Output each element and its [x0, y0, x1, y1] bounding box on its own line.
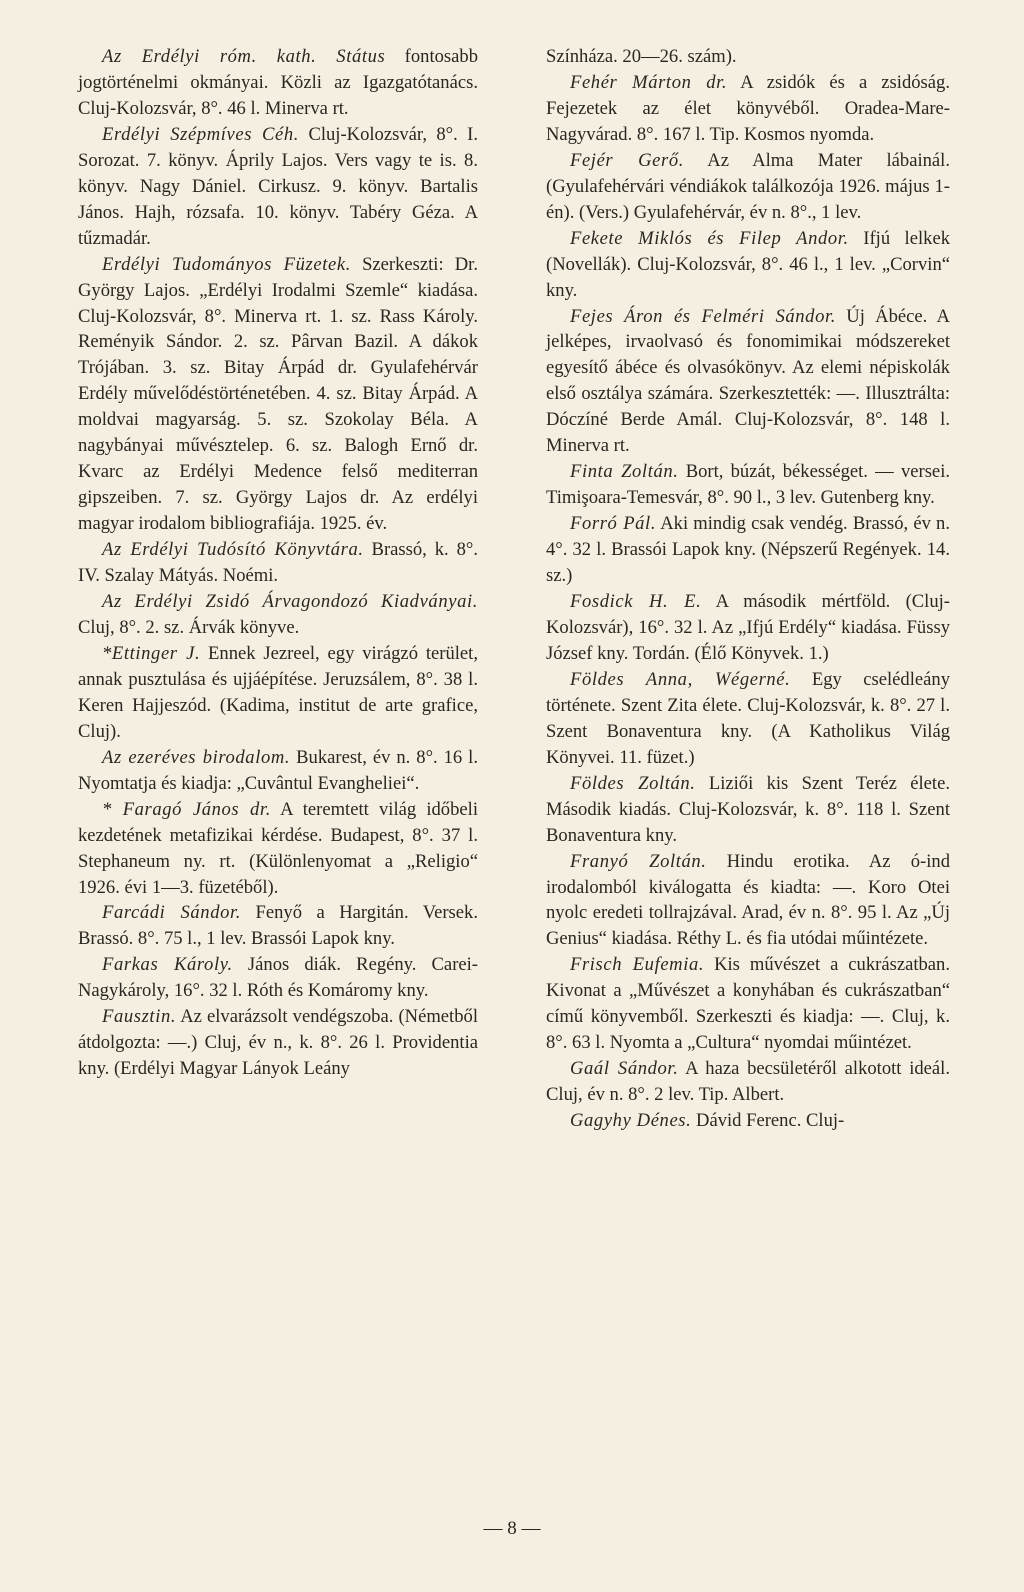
entry-text: Új Ábéce. A jelképes, irvaolvasó és fonomimikai módszereket egyesítő ábéce és olvasókönyv. Az elemi népiskolák első osztálya számára. Szerkesztették: —. Illusztrálta: Dóczíné Berde Amál. Cluj-Kolozsvár, 8°. 148 l. Minerva rt. [546, 305, 950, 457]
entry-text: Aki mindig csak vendég. Brassó, év n. 4°. 32 l. Brassói Lapok kny. (Népszerű Regények. 14. sz.) [546, 513, 950, 587]
bibliography-entry [78, 537, 478, 589]
bibliography-entry [546, 667, 950, 771]
entry-author: Az Erdélyi Tudósító Könyvtára. [102, 539, 364, 561]
bibliography-entry [546, 459, 950, 511]
bibliography-entry [546, 849, 950, 953]
bibliography-entry [78, 252, 478, 537]
bibliography-entry [78, 900, 478, 952]
entry-text: Cluj-Kolozsvár, 8°. I. Sorozat. 7. könyv. Áprily Lajos. Vers vagy te is. 8. könyv. Nagy Dániel. Cirkusz. 9. könyv. Bartalis János. Hajh, rózsafa. 10. könyv. Tabéry Géza. A tűzmadár. [78, 123, 478, 249]
page-number: — 8 — [483, 1518, 541, 1539]
entry-text: János diák. Regény. Carei-Nagykároly, 16°. 32 l. Róth és Komáromy kny. [78, 954, 478, 1002]
bibliography-entry [546, 511, 950, 589]
bibliography-entry [546, 44, 950, 70]
bibliography-entry [78, 952, 478, 1004]
bibliography-entry [546, 589, 950, 667]
entry-author: Frisch Eufemia. [570, 954, 705, 976]
bibliography-entry [78, 641, 478, 745]
entry-author: Farcádi Sándor. [102, 902, 242, 924]
left-column [78, 44, 478, 1082]
entry-author: Gagyhy Dénes. [570, 1110, 692, 1132]
entry-text: Liziői kis Szent Teréz élete. Második kiadás. Cluj-Kolozsvár, k. 8°. 118 l. Szent Bonaventura kny. [546, 772, 950, 846]
entry-text: Ennek Jezreel, egy virágzó terület, annak pusztulása és ujjáépítése. Jeruzsálem, 8°. 38 l. Keren Hajjeszód. (Kadima, institut de arte grafice, Cluj). [78, 642, 478, 742]
entry-text: Kis művészet a cukrászatban. Kivonat a „Művészet a konyhában és cukrászatban“ című könyvemből. Szerkeszti és kiadja: —. Cluj, k. 8°. 63 l. Nyomta a „Cultura“ nyomdai műintézet. [546, 954, 950, 1054]
right-column [546, 44, 950, 1134]
entry-author: Erdélyi Tudományos Füzetek. [102, 253, 351, 275]
bibliography-entry [78, 745, 478, 797]
entry-author: Fekete Miklós és Filep Andor. [570, 227, 849, 249]
bibliography-entry [546, 226, 950, 304]
bibliography-entry [78, 1004, 478, 1082]
entry-text: Az Alma Mater lábainál. (Gyulafehérvári véndiákok találkozója 1926. május 1-én). (Vers.) Gyulafehérvár, év n. 8°., 1 lev. [546, 149, 950, 223]
entry-text: Bukarest, év n. 8°. 16 l. Nyomtatja és kiadja: „Cuvântul Evangheliei“. [78, 746, 478, 794]
entry-text: Szerkeszti: Dr. György Lajos. „Erdélyi Irodalmi Szemle“ kiadása. Cluj-Kolozsvár, 8°. Minerva rt. 1. sz. Rass Károly. Reményik Sándor. 2. sz. Pârvan Bazil. A dákok Trójában. 3. sz. Bitay Árpád dr. Gyulafehérvár Erdély művelődéstörténetében. 4. sz. Bitay Árpád. A moldvai magyarság. 5. sz. Szokolay Béla. A nagybányai művésztelep. 6. sz. Balogh Ernő dr. Kvarc az Erdélyi Medence felső mediterran gipszeiben. 7. sz. György Lajos dr. Az erdélyi magyar irodalom bibliografiája. 1925. év. [78, 253, 478, 535]
bibliography-entry [546, 148, 950, 226]
entry-text: A teremtett világ időbeli kezdetének metafizikai kérdése. Budapest, 8°. 37 l. Stephaneum ny. rt. (Különlenyomat a „Religio“ 1926. évi 1—3. füzetéből). [78, 798, 478, 898]
bibliography-entry [546, 771, 950, 849]
entry-author: Fausztin. [102, 1006, 177, 1028]
entry-author: Finta Zoltán. [570, 461, 679, 483]
entry-text: A zsidók és a zsidóság. Fejezetek az élet könyvéből. Oradea-Mare-Nagyvárad. 8°. 167 l. Tip. Kosmos nyomda. [546, 71, 950, 145]
entry-author: Az Erdélyi róm. kath. Státus [102, 46, 386, 67]
entry-author: Fejér Gerő. [570, 149, 685, 171]
entry-author: Gaál Sándor. [570, 1058, 679, 1080]
entry-text: Brassó, k. 8°. IV. Szalay Mátyás. Noémi. [78, 539, 478, 587]
entry-author: Fosdick H. E. [570, 591, 702, 613]
entry-author: Franyó Zoltán. [570, 850, 707, 872]
entry-text: Ifjú lelkek (Novellák). Cluj-Kolozsvár, 8°. 46 l., 1 lev. „Corvin“ kny. [546, 227, 950, 301]
entry-author: Erdélyi Szépmíves Céh. [102, 123, 300, 145]
entry-text: Egy cselédleány története. Szent Zita élete. Cluj-Kolozsvár, k. 8°. 27 l. Szent Bonaventura kny. (A Katholikus Világ Könyvei. 11. füzet.) [546, 668, 950, 768]
entry-author: Forró Pál. [570, 513, 657, 535]
entry-author: Földes Zoltán. [570, 772, 696, 794]
entry-author: Farkas Károly. [102, 954, 233, 976]
bibliography-entry [78, 122, 478, 252]
entry-author: * Faragó János dr. [102, 798, 271, 820]
bibliography-entry [78, 797, 478, 901]
bibliography-entry [546, 70, 950, 148]
entry-author: Fejes Áron és Felméri Sándor. [570, 305, 836, 327]
bibliography-entry [78, 44, 478, 122]
bibliography-entry [546, 1108, 950, 1134]
entry-author: Fehér Márton dr. [570, 71, 728, 93]
bibliography-entry [546, 952, 950, 1056]
bibliography-entry [546, 1056, 950, 1108]
entry-text: Az elvarázsolt vendégszoba. (Németből átdolgozta: —.) Cluj, év n., k. 8°. 26 l. Providentia kny. (Erdélyi Magyar Lányok Leány [78, 1006, 478, 1080]
entry-text: Bort, búzát, békességet. — versei. Timişoara-Temesvár, 8°. 90 l., 3 lev. Gutenberg kny. [546, 461, 951, 509]
entry-text: Színháza. 20—26. szám). [546, 46, 737, 67]
entry-text: A haza becsületéről alkotott ideál. Cluj, év n. 8°. 2 lev. Tip. Albert. [546, 1058, 950, 1106]
entry-text: A második mértföld. (Cluj-Kolozsvár), 16°. 32 l. Az „Ifjú Erdély“ kiadása. Füssy József kny. Tordán. (Élő Könyvek. 1.) [546, 591, 950, 664]
entry-text: fontosabb jogtörténelmi okmányai. Közli az Igazgatótanács. Cluj-Kolozsvár, 8°. 46 l. Minerva rt. [78, 46, 478, 119]
entry-author: Földes Anna, Wégerné. [570, 668, 791, 690]
bibliography-entry [546, 304, 950, 460]
entry-text: Hindu erotika. Az ó-ind irodalomból kiválogatta és kiadta: —. Koro Otei nyolc eredeti tollrajzával. Arad, év n. 8°. 95 l. Az „Új Genius“ kiadása. Réthy L. és fia utódai műintézete. [546, 850, 950, 950]
entry-author: *Ettinger J. [102, 642, 201, 664]
entry-text: Dávid Ferenc. Cluj- [691, 1110, 845, 1132]
entry-author: Az ezeréves birodalom. [102, 746, 291, 768]
entry-author: Az Erdélyi Zsidó Árvagondozó Kiadványai. [102, 591, 478, 613]
entry-text: Cluj, 8°. 2. sz. Árvák könyve. [78, 616, 300, 638]
bibliography-entry [78, 589, 478, 641]
entry-text: Fenyő a Hargitán. Versek. Brassó. 8°. 75 l., 1 lev. Brassói Lapok kny. [78, 902, 478, 950]
